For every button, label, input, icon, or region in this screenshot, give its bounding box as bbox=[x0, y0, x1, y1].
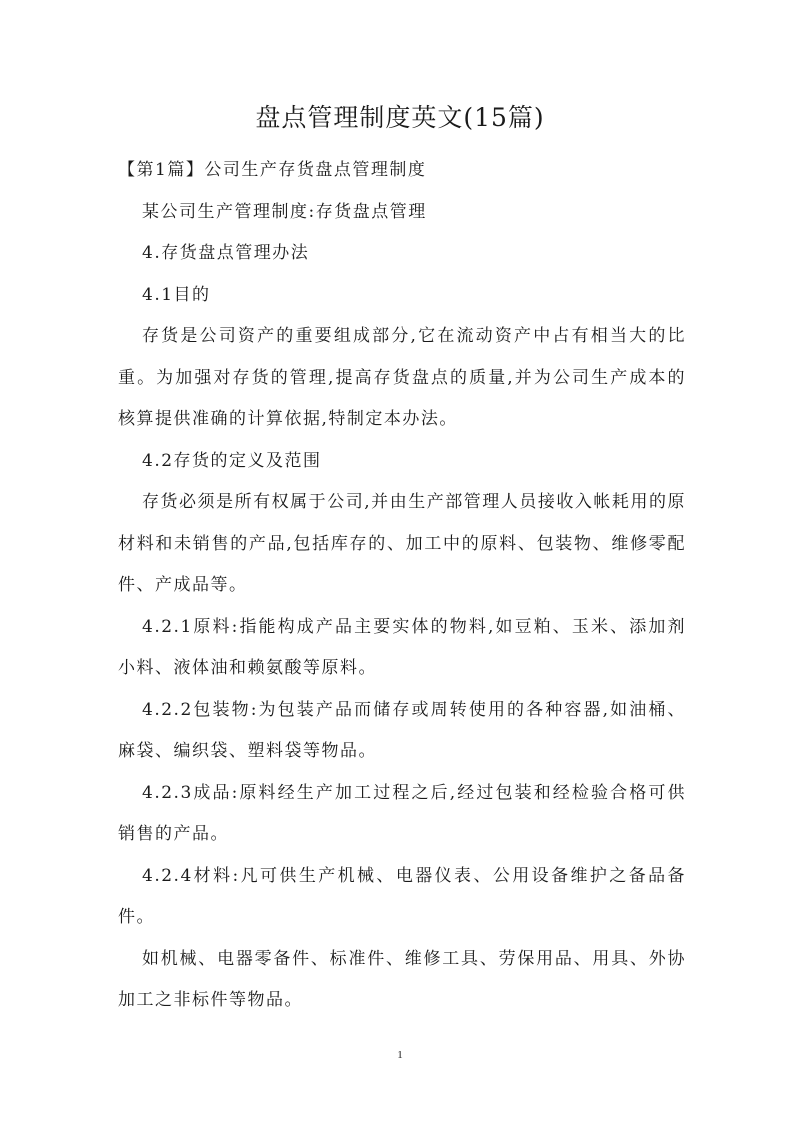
paragraph: 4.存货盘点管理办法 bbox=[142, 243, 310, 263]
page-number: 1 bbox=[397, 1049, 403, 1061]
document-title: 盘点管理制度英文(15篇) bbox=[255, 103, 545, 132]
paragraph: 存货必须是所有权属于公司,并由生产部管理人员接收入帐耗用的原材料和未销售的产品,包括库存的、加工中的原料、包装物、维修零配件、产成品等。 bbox=[118, 492, 686, 595]
paragraph: 4.2.1原料:指能构成产品主要实体的物料,如豆粕、玉米、添加剂小料、液体油和赖氨酸等原料。 bbox=[118, 616, 686, 678]
document-body bbox=[118, 150, 686, 1022]
paragraph: 4.2.4材料:凡可供生产机械、电器仪表、公用设备维护之备品备件。 bbox=[118, 865, 686, 927]
paragraph: 存货是公司资产的重要组成部分,它在流动资产中占有相当大的比重。为加强对存货的管理,提高存货盘点的质量,并为公司生产成本的核算提供准确的计算依据,特制定本办法。 bbox=[118, 326, 686, 429]
paragraph: 如机械、电器零备件、标准件、维修工具、劳保用品、用具、外协加工之非标件等物品。 bbox=[118, 948, 686, 1010]
section-heading: 【第1篇】公司生产存货盘点管理制度 bbox=[118, 160, 427, 180]
paragraph: 4.2.3成品:原料经生产加工过程之后,经过包装和经检验合格可供销售的产品。 bbox=[118, 782, 686, 844]
paragraph: 某公司生产管理制度:存货盘点管理 bbox=[142, 201, 427, 222]
paragraph: 4.2.2包装物:为包装产品而储存或周转使用的各种容器,如油桶、麻袋、编织袋、塑料袋等物品。 bbox=[118, 699, 686, 761]
paragraph: 4.1目的 bbox=[142, 284, 211, 305]
paragraph: 4.2存货的定义及范围 bbox=[142, 450, 322, 471]
